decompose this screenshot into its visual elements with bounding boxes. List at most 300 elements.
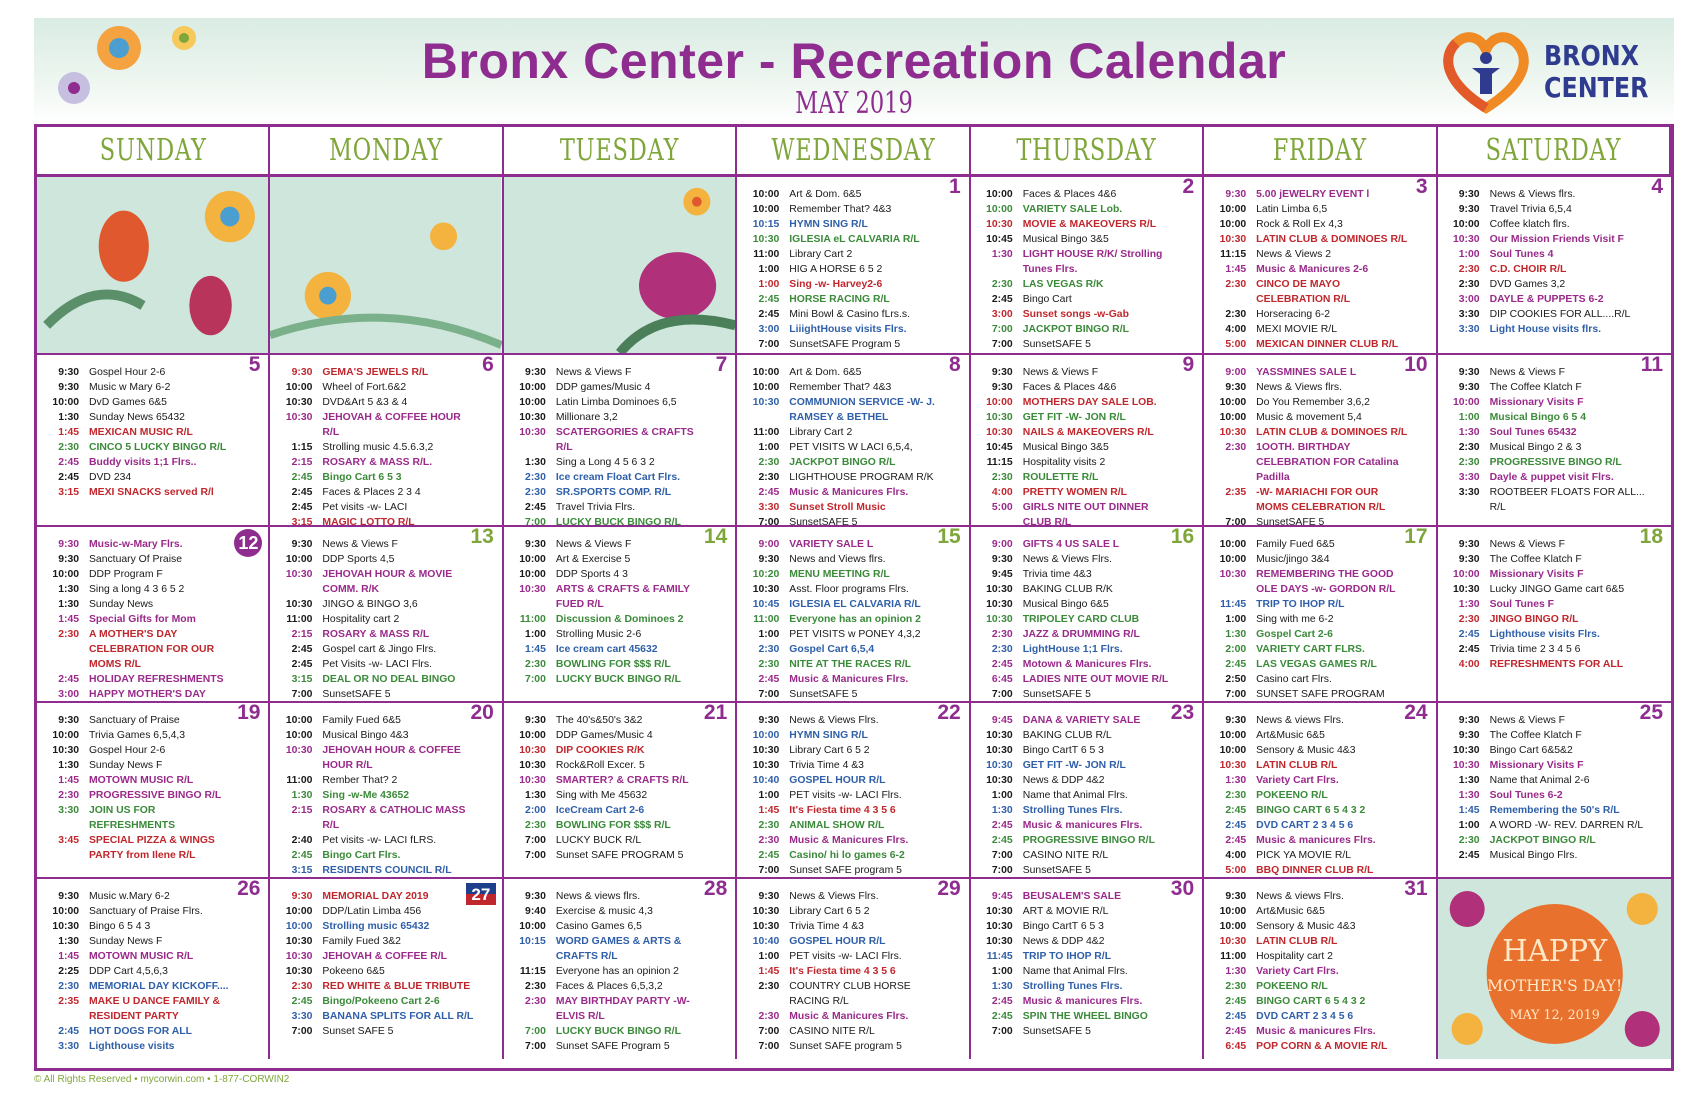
event-item <box>514 672 709 687</box>
event-title: News & Views Flrs. <box>789 891 879 902</box>
event-title: MEXICAN MUSIC R/L <box>89 427 193 438</box>
day-number: 26 <box>237 879 261 900</box>
event-time: 2:30 <box>758 457 780 468</box>
event-item <box>981 500 1176 527</box>
event-title: NAILS & MAKEOVERS R/L <box>1022 427 1154 438</box>
event-time: 1:30 <box>991 805 1013 816</box>
event-item <box>280 863 475 878</box>
event-time: 9:30 <box>1458 189 1480 200</box>
event-time: 10:30 <box>752 745 780 756</box>
event-title: Art&Music 6&5 <box>1256 906 1325 917</box>
event-item <box>514 627 709 642</box>
event-time: 10:30 <box>986 760 1013 771</box>
event-time: 3:15 <box>291 517 313 527</box>
event-item <box>47 934 242 949</box>
event-time: 2:40 <box>291 835 313 846</box>
event-time: 9:30 <box>1458 554 1480 565</box>
event-item <box>514 612 709 627</box>
event-item <box>1214 904 1409 919</box>
event-item <box>1214 687 1409 702</box>
event-title: DDP Sports 4,5 <box>322 554 395 565</box>
event-item <box>981 567 1176 582</box>
event-title: The Coffee Klatch F <box>1489 554 1582 565</box>
event-item <box>280 672 475 687</box>
event-title: Family Fued 3&2 <box>322 936 401 947</box>
event-item <box>280 743 475 773</box>
event-item <box>1448 582 1645 597</box>
event-title: Bingo 6 5 4 3 <box>89 921 151 932</box>
event-item <box>1214 788 1409 803</box>
event-list <box>514 537 729 687</box>
event-item <box>981 292 1176 307</box>
event-item <box>47 1039 242 1054</box>
event-item <box>280 552 475 567</box>
event-time: 9:40 <box>525 906 546 917</box>
event-time: 1:30 <box>58 412 79 423</box>
event-time: 7:00 <box>758 1041 780 1052</box>
event-title: COMMUNION SERVICE -W- J. RAMSEY & BETHEL <box>789 397 935 423</box>
event-title: Faces & Places 6,5,3,2 <box>555 981 663 992</box>
event-item <box>1448 758 1645 773</box>
event-time: 10:00 <box>519 730 546 741</box>
event-title: Lighthouse visits Flrs. <box>1489 629 1600 640</box>
event-item <box>514 889 709 904</box>
event-time: 2:30 <box>758 472 780 483</box>
event-title: LUCKY BUCK BINGO R/L <box>555 674 681 685</box>
event-item <box>1214 597 1409 612</box>
event-list <box>1214 537 1429 702</box>
event-time: 10:00 <box>285 715 313 726</box>
event-item <box>1448 803 1645 818</box>
event-time: 1:45 <box>1225 264 1247 275</box>
event-title: Soul Tunes 6-2 <box>1489 790 1563 801</box>
event-item <box>514 919 709 934</box>
event-item <box>47 713 242 728</box>
event-title: SunsetSAFE Program 5 <box>789 339 901 350</box>
event-item <box>747 848 942 863</box>
event-item <box>47 395 242 410</box>
event-item <box>747 337 942 352</box>
event-title: MAY BIRTHDAY PARTY -W- ELVIS R/L <box>555 996 690 1022</box>
event-title: Gospel Hour 2-6 <box>89 745 166 756</box>
weekday-header-monday <box>270 127 503 177</box>
event-time: 11:00 <box>286 614 313 625</box>
event-item <box>747 365 942 380</box>
event-item <box>1214 187 1409 202</box>
event-time: 2:30 <box>1225 790 1247 801</box>
event-title: News & views Flrs. <box>1256 891 1344 902</box>
event-title: Music & manicures Flrs. <box>1256 835 1376 846</box>
event-time: 5:00 <box>991 502 1013 513</box>
event-item <box>514 552 709 567</box>
event-title: Bingo Cart Flrs. <box>322 850 401 861</box>
event-title: JEHOVAH HOUR & MOVIE COMM. R/K <box>322 569 453 595</box>
event-title: Missionary Visits F <box>1489 760 1584 771</box>
event-title: News & Views Flrs. <box>1022 554 1113 565</box>
event-title: CASINO NITE R/L <box>789 1026 875 1037</box>
event-time: 2:45 <box>291 996 313 1007</box>
event-item <box>1214 202 1409 217</box>
event-item <box>747 217 942 232</box>
day-cell-1 <box>737 177 970 355</box>
event-item <box>1448 425 1645 440</box>
event-title: Sunday News <box>89 599 154 610</box>
event-title: Motown & Manicures Flrs. <box>1022 659 1152 670</box>
event-time: 1:00 <box>1458 820 1480 831</box>
day-number: 24 <box>1404 703 1428 724</box>
event-item <box>747 964 942 979</box>
event-time: 2:30 <box>1458 442 1480 453</box>
event-item <box>747 187 942 202</box>
event-time: 10:30 <box>752 906 780 917</box>
day-number: 23 <box>1170 703 1195 724</box>
event-item <box>47 743 242 758</box>
event-title: LIGHTHOUSE PROGRAM R/K <box>789 472 934 483</box>
event-time: 1:45 <box>58 427 79 438</box>
event-item <box>981 582 1176 597</box>
event-time: 10:30 <box>285 936 313 947</box>
event-time: 7:00 <box>525 674 546 685</box>
event-item <box>47 627 242 672</box>
event-title: News & Views F <box>322 539 398 550</box>
event-time: 11:00 <box>286 775 313 786</box>
event-item <box>47 425 242 440</box>
event-title: HAPPY MOTHER'S DAY <box>89 689 206 700</box>
event-item <box>981 1024 1176 1039</box>
day-cell-25 <box>1438 703 1671 879</box>
event-time: 10:30 <box>1452 234 1480 245</box>
event-item <box>981 217 1176 232</box>
event-title: ANIMAL SHOW R/L <box>789 820 885 831</box>
event-time: 10:00 <box>1452 219 1480 230</box>
event-item <box>981 232 1176 247</box>
event-title: HIG A HORSE 6 5 2 <box>789 264 883 275</box>
flower-icon <box>504 177 735 353</box>
event-title: DDP Program F <box>89 569 163 580</box>
event-title: VARIETY CART FLRS. <box>1256 644 1365 655</box>
event-time: 10:30 <box>986 906 1013 917</box>
event-title: It's Fiesta time 4 3 5 6 <box>789 805 896 816</box>
event-item <box>280 979 475 994</box>
event-time: 2:45 <box>291 487 313 498</box>
header-banner <box>34 18 1674 124</box>
event-time: 3:30 <box>1458 324 1480 335</box>
event-time: 1:30 <box>1225 966 1247 977</box>
event-time: 9:30 <box>1458 730 1480 741</box>
event-title: C.D. CHOIR R/L <box>1489 264 1567 275</box>
event-time: 9:30 <box>758 554 780 565</box>
event-time: 9:00 <box>758 539 780 550</box>
day-cell-16 <box>971 527 1204 703</box>
event-time: 2:50 <box>1225 674 1247 685</box>
event-title: RESIDENTS COUNCIL R/L <box>322 865 452 876</box>
event-time: 2:30 <box>991 644 1013 655</box>
event-item <box>981 672 1176 687</box>
event-item <box>514 455 709 470</box>
event-title: REFRESHMENTS FOR ALL <box>1489 659 1624 670</box>
event-item <box>280 949 475 964</box>
event-item <box>280 964 475 979</box>
event-time: 10:00 <box>1219 397 1247 408</box>
event-time: 9:30 <box>525 367 546 378</box>
event-item <box>747 247 942 262</box>
event-title: DIP COOKIES R/K <box>555 745 645 756</box>
event-time: 9:30 <box>991 554 1013 565</box>
event-title: BOWLING FOR $$$ R/L <box>555 659 671 670</box>
event-title: SCATERGORIES & CRAFTS R/L <box>555 427 694 453</box>
footer-copyright: © All Rights Reserved • mycorwin.com • 1-877-CORWIN2 <box>34 1074 290 1085</box>
event-item <box>514 743 709 758</box>
event-item <box>1214 262 1409 277</box>
event-time: 1:00 <box>758 442 780 453</box>
event-item <box>747 758 942 773</box>
event-item <box>1214 863 1409 878</box>
event-item <box>1448 743 1645 758</box>
event-item <box>1214 440 1409 485</box>
event-item <box>514 803 709 818</box>
weekday-label: THURSDAY <box>1016 133 1157 168</box>
day-number: 27 <box>466 883 496 905</box>
event-title: SMARTER? & CRAFTS R/L <box>555 775 689 786</box>
event-time: 2:15 <box>291 457 313 468</box>
event-title: LATIN CLUB & DOMINOES R/L <box>1256 234 1408 245</box>
event-title: SunsetSAFE 5 <box>322 689 391 700</box>
event-time: 2:30 <box>1225 279 1247 290</box>
event-time: 11:00 <box>753 427 780 438</box>
event-time: 1:45 <box>1458 805 1480 816</box>
event-time: 1:30 <box>58 584 79 595</box>
event-item <box>747 277 942 292</box>
day-number: 13 <box>470 527 494 548</box>
event-title: PET visits -w- LACI Flrs. <box>789 951 902 962</box>
event-time: 2:30 <box>291 981 313 992</box>
event-title: Musical Bingo Flrs. <box>1489 850 1578 861</box>
event-time: 2:45 <box>1225 805 1247 816</box>
event-title: SunsetSAFE 5 <box>789 689 858 700</box>
event-item <box>981 337 1176 352</box>
event-time: 9:30 <box>1225 891 1247 902</box>
event-title: Do You Remember 3,6,2 <box>1256 397 1370 408</box>
event-item <box>747 322 942 337</box>
event-time: 7:00 <box>525 1041 546 1052</box>
event-time: 2:45 <box>758 487 780 498</box>
event-title: Musical Bingo 3&5 <box>1022 234 1109 245</box>
event-item <box>747 567 942 582</box>
event-title: SUNSET SAFE PROGRAM <box>1256 689 1385 700</box>
event-title: News & Views F <box>1489 367 1566 378</box>
event-title: Dayle & puppet visit Flrs. <box>1489 472 1614 483</box>
event-item <box>1448 537 1645 552</box>
event-time: 4:00 <box>1225 324 1247 335</box>
event-title: Bingo CartT 6 5 3 <box>1022 921 1104 932</box>
event-item <box>747 979 942 1009</box>
event-title: PET visits -w- LACI Flrs. <box>789 790 902 801</box>
event-item <box>1448 262 1645 277</box>
event-time: 2:15 <box>291 629 313 640</box>
event-time: 11:00 <box>1220 951 1247 962</box>
event-item <box>47 552 242 567</box>
event-title: Bingo Cart 6 5 3 <box>322 472 402 483</box>
event-title: IGLESIA EL CALVARIA R/L <box>789 599 921 610</box>
event-time: 1:30 <box>58 599 79 610</box>
event-item <box>280 848 475 863</box>
weekday-label: SUNDAY <box>99 133 207 168</box>
event-item <box>514 979 709 994</box>
event-time: 9:00 <box>991 539 1013 550</box>
event-time: 1:30 <box>1225 629 1247 640</box>
event-item <box>1214 934 1409 949</box>
event-item <box>514 500 709 515</box>
event-item <box>514 964 709 979</box>
event-time: 3:30 <box>1458 309 1480 320</box>
event-title: BINGO CART 6 5 4 3 2 <box>1256 996 1366 1007</box>
event-title: 5.00 jEWELRY EVENT l <box>1256 189 1370 200</box>
event-list <box>981 365 1196 527</box>
event-list <box>280 713 495 878</box>
event-title: Art & Exercise 5 <box>555 554 631 565</box>
event-list <box>514 889 729 1054</box>
event-item <box>47 833 242 863</box>
event-title: Sing -w-Me 43652 <box>322 790 410 801</box>
event-list <box>981 713 1196 878</box>
event-time: 2:30 <box>758 659 780 670</box>
event-title: REMEMBERING THE GOOD OLE DAYS -w- GORDON R/L <box>1256 569 1396 595</box>
day-number: 3 <box>1415 177 1428 198</box>
event-time: 10:00 <box>52 569 79 580</box>
event-title: MEXI MOVIE R/L <box>1256 324 1337 335</box>
event-time: 10:00 <box>1219 219 1247 230</box>
event-time: 10:30 <box>1452 760 1480 771</box>
event-title: Music & movement 5,4 <box>1256 412 1362 423</box>
event-title: 1OOTH. BIRTHDAY CELEBRATION FOR Catalina Padilla <box>1256 442 1399 483</box>
event-list <box>514 365 729 527</box>
event-title: GOSPEL HOUR R/L <box>789 775 886 786</box>
event-time: 10:30 <box>519 427 546 438</box>
event-item <box>1214 713 1409 728</box>
event-list <box>981 537 1196 702</box>
event-time: 3:45 <box>58 835 79 846</box>
event-title: Sing with me 6-2 <box>1256 614 1334 625</box>
event-title: DDP Cart 4,5,6,3 <box>89 966 168 977</box>
event-title: Name that Animal 2-6 <box>1489 775 1590 786</box>
event-item <box>747 728 942 743</box>
event-item <box>1448 848 1645 863</box>
event-item <box>747 919 942 934</box>
day-number: 5 <box>248 355 261 376</box>
event-title: LATIN CLUB R/L <box>1256 936 1338 947</box>
event-title: Trivia Time 4 &3 <box>789 921 864 932</box>
event-time: 7:00 <box>525 850 546 861</box>
event-item <box>981 202 1176 217</box>
event-time: 3:30 <box>58 805 79 816</box>
event-time: 10:30 <box>986 921 1013 932</box>
event-item <box>981 979 1176 994</box>
event-title: DDP/Latin Limba 456 <box>322 906 422 917</box>
event-item <box>747 395 942 425</box>
event-item <box>747 934 942 949</box>
month-subtitle: MAY 2019 <box>795 86 913 121</box>
event-title: Sunset Stroll Music <box>789 502 886 513</box>
day-cell-5 <box>37 355 270 527</box>
mothers-day-illustration <box>1438 879 1671 1059</box>
event-item <box>981 425 1176 440</box>
spring-flowers-illustration <box>504 177 737 355</box>
event-item <box>981 380 1176 395</box>
event-time: 2:30 <box>991 279 1013 290</box>
event-time: 9:30 <box>58 554 79 565</box>
event-title: Family Fued 6&5 <box>1256 539 1335 550</box>
event-title: Horseracing 6-2 <box>1256 309 1331 320</box>
event-item <box>1214 1009 1409 1024</box>
event-title: Strolling Tunes Flrs. <box>1022 805 1123 816</box>
day-cell-27 <box>270 879 503 1059</box>
event-item <box>1448 552 1645 567</box>
event-item <box>1448 788 1645 803</box>
event-time: 10:30 <box>1452 745 1480 756</box>
event-time: 1:30 <box>58 936 79 947</box>
event-item <box>47 365 242 380</box>
day-number: 7 <box>715 355 728 376</box>
event-title: LUCKY BUCK BINGO R/L <box>555 517 681 527</box>
event-title: A WORD -W- REV. DARREN R/L <box>1489 820 1644 831</box>
event-item <box>1448 567 1645 582</box>
day-cell-18 <box>1438 527 1671 703</box>
event-item <box>1448 217 1645 232</box>
event-title: Millionare 3,2 <box>555 412 618 423</box>
event-item <box>747 1024 942 1039</box>
event-time: 10:30 <box>986 412 1013 423</box>
event-title: COUNTRY CLUB HORSE RACING R/L <box>789 981 911 1007</box>
event-item <box>1448 247 1645 262</box>
event-item <box>514 380 709 395</box>
event-title: Music-w-Mary Flrs. <box>89 539 183 550</box>
event-time: 10:40 <box>752 775 780 786</box>
event-title: Faces & Places 4&6 <box>1022 189 1117 200</box>
event-time: 2:45 <box>525 502 546 513</box>
event-item <box>280 934 475 949</box>
event-item <box>47 687 242 702</box>
event-item <box>747 818 942 833</box>
day-number: 8 <box>949 355 961 376</box>
day-cell-13 <box>270 527 503 703</box>
event-item <box>514 788 709 803</box>
day-number: 9 <box>1182 355 1195 376</box>
event-item <box>747 582 942 597</box>
event-item <box>1214 277 1409 307</box>
event-time: 10:00 <box>1452 569 1480 580</box>
day-number: 30 <box>1170 879 1195 900</box>
event-item <box>1214 642 1409 657</box>
event-item <box>747 537 942 552</box>
event-title: Musical Bingo 4&3 <box>322 730 409 741</box>
event-item <box>280 395 475 410</box>
event-time: 2:45 <box>991 659 1013 670</box>
day-number: 25 <box>1639 703 1663 724</box>
event-time: 10:00 <box>1219 921 1247 932</box>
event-item <box>1448 395 1645 410</box>
event-title: BAKING CLUB R/K <box>1022 584 1113 595</box>
event-title: Music w.Mary 6-2 <box>89 891 170 902</box>
logo-line-1: BRONX <box>1544 39 1639 72</box>
event-title: WORD GAMES & ARTS & CRAFTS R/L <box>555 936 682 962</box>
event-title: LAS VEGAS R/K <box>1022 279 1104 290</box>
event-title: Sing -w- Harvey2-6 <box>789 279 883 290</box>
calendar-grid <box>34 124 1674 1071</box>
event-time: 2:45 <box>1458 850 1480 861</box>
event-item <box>1214 833 1409 848</box>
event-title: Gospel cart & Jingo Flrs. <box>322 644 437 655</box>
event-title: Coffee klatch flrs. <box>1489 219 1570 230</box>
